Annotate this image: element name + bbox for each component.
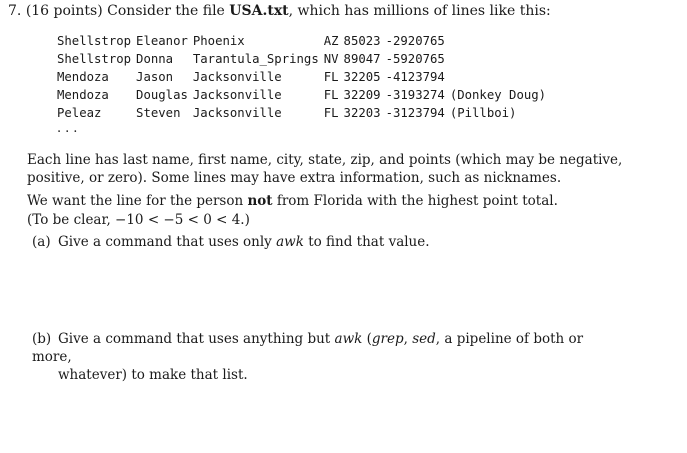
ellipsis: ... bbox=[57, 121, 82, 136]
cell-first-name: Douglas bbox=[136, 88, 188, 102]
part-b-awk: awk bbox=[334, 331, 363, 347]
part-b-grep: grep bbox=[371, 331, 404, 347]
cell-extra: (Donkey Doug) bbox=[449, 88, 547, 102]
cell-city: Phoenix bbox=[192, 34, 245, 48]
part-b-text-3: , bbox=[403, 331, 408, 347]
question-prefix: Consider the file bbox=[107, 3, 225, 19]
part-a bbox=[32, 233, 627, 251]
cell-zip: 85023 bbox=[343, 34, 381, 48]
cell-state: FL bbox=[323, 88, 339, 102]
part-b-label: (b) bbox=[32, 331, 52, 347]
cell-city: Jacksonville bbox=[192, 106, 282, 120]
goal-emphasis: not bbox=[247, 193, 273, 209]
cell-first-name: Jason bbox=[136, 70, 174, 84]
cell-zip: 89047 bbox=[343, 52, 381, 66]
cell-extra: (Pillboi) bbox=[449, 106, 517, 120]
cell-extra bbox=[450, 68, 551, 86]
data-row bbox=[57, 104, 551, 122]
question-filename: USA.txt bbox=[229, 3, 289, 19]
cell-state: NV bbox=[323, 52, 339, 66]
part-b bbox=[32, 330, 627, 384]
cell-last-name: Shellstrop bbox=[57, 52, 132, 66]
cell-last-name: Mendoza bbox=[57, 70, 109, 84]
data-row bbox=[57, 32, 551, 50]
data-row bbox=[57, 68, 551, 86]
data-row bbox=[57, 50, 551, 68]
cell-state: FL bbox=[323, 70, 339, 84]
part-b-text-4: , a pipeline of both or more, bbox=[32, 331, 584, 365]
cell-state: AZ bbox=[323, 34, 339, 48]
question-header bbox=[8, 3, 551, 19]
clarification-paragraph: (To be clear, −10 < −5 < 0 < 4.) bbox=[27, 212, 250, 228]
cell-city: Jacksonville bbox=[192, 88, 282, 102]
cell-first-name: Donna bbox=[136, 52, 174, 66]
goal-paragraph bbox=[27, 192, 627, 210]
sample-data-table bbox=[57, 32, 551, 122]
cell-extra bbox=[450, 50, 551, 68]
cell-first-name: Eleanor bbox=[136, 34, 188, 48]
question-suffix: , which has millions of lines like this: bbox=[288, 3, 551, 19]
cell-last-name: Mendoza bbox=[57, 88, 109, 102]
part-b-text-5: whatever) to make that list. bbox=[58, 367, 248, 383]
part-b-sed: sed bbox=[412, 331, 436, 347]
cell-points: -4123794 bbox=[385, 70, 445, 84]
cell-state: FL bbox=[323, 106, 339, 120]
cell-zip: 32209 bbox=[343, 88, 381, 102]
data-row bbox=[57, 86, 551, 104]
cell-city: Jacksonville bbox=[192, 70, 282, 84]
cell-points: -5920765 bbox=[385, 52, 445, 66]
part-b-text-1: Give a command that uses anything but bbox=[58, 331, 331, 347]
cell-last-name: Peleaz bbox=[57, 106, 102, 120]
cell-first-name: Steven bbox=[136, 106, 181, 120]
part-a-awk: awk bbox=[276, 234, 304, 250]
cell-zip: 32205 bbox=[343, 70, 381, 84]
description-paragraph: Each line has last name, first name, city, state, zip, and points (which may be negative, positive, or zero). Some lines may have extra information, such as nicknames. bbox=[27, 152, 623, 186]
sample-data-rows bbox=[57, 32, 551, 122]
cell-zip: 32203 bbox=[343, 106, 381, 120]
cell-last-name: Shellstrop bbox=[57, 34, 132, 48]
cell-city: Tarantula_Springs bbox=[192, 52, 319, 66]
part-a-text-after: to find that value. bbox=[308, 234, 430, 250]
goal-text-after: from Florida with the highest point total. bbox=[276, 193, 558, 209]
cell-extra bbox=[450, 32, 551, 50]
question-number: 7. bbox=[8, 3, 22, 19]
cell-points: -2920765 bbox=[385, 34, 445, 48]
question-points: (16 points) bbox=[25, 3, 103, 19]
cell-points: -3193274 bbox=[385, 88, 445, 102]
part-a-label: (a) bbox=[32, 234, 51, 250]
cell-points: -3123794 bbox=[385, 106, 445, 120]
part-a-text-before: Give a command that uses only bbox=[58, 234, 272, 250]
part-b-text-2: ( bbox=[366, 331, 372, 347]
goal-text-before: We want the line for the person bbox=[27, 193, 244, 209]
